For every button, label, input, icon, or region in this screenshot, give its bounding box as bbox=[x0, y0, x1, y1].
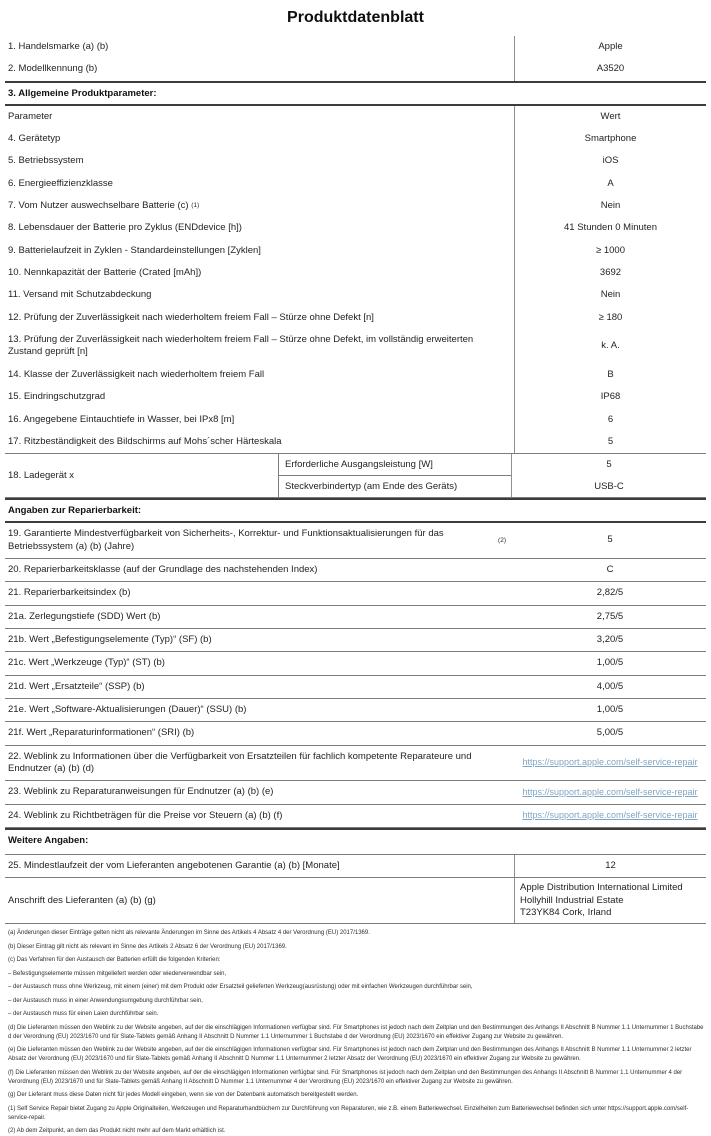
table-row-werkzeuge: 21c. Wert „Werkzeuge (Typ)“ (ST) (b) 1,00/5 bbox=[5, 652, 706, 675]
table-row-reparaturinformationen: 21f. Wert „Reparaturinformationen“ (SRI) (b) 5,00/5 bbox=[5, 722, 706, 745]
footnote: (a) Änderungen dieser Einträge gelten nicht als relevante Änderungen im Sinne des Artikels 4 Absatz 4 der Verordnung (EU) 2017/1369. bbox=[8, 930, 370, 937]
table-header-row bbox=[5, 106, 706, 128]
charger-sub-label-steckverbindertyp: Steckverbindertyp (am Ende des Geräts) bbox=[285, 481, 458, 493]
table-row-reparierbarkeitsindex: 21. Reparierbarkeitsindex (b) 2,82/5 bbox=[5, 582, 706, 605]
table-row-betriebssystem: 5. Betriebssystem iOS bbox=[5, 150, 706, 172]
footnote: (2) Ab dem Zeitpunkt, an dem das Produkt nicht mehr auf dem Markt erhältlich ist. bbox=[8, 1128, 226, 1135]
table-row-energieeffizienzklasse: 6. Energieeffizienzklasse A bbox=[5, 173, 706, 195]
charger-sub-value-watt: 5 bbox=[606, 459, 612, 471]
self-service-repair-link[interactable]: https://support.apple.com/self-service-repair bbox=[522, 757, 698, 768]
self-service-repair-link[interactable]: https://support.apple.com/self-service-repair bbox=[522, 809, 698, 820]
footnote-bullet: – der Austausch muss für einen Laien durchführbar sein. bbox=[8, 1011, 159, 1018]
footnote: (d) Die Lieferanten müssen den Weblink zu der Website angeben, auf der die einschlägigen Informationen verfügbar sind. Für Smartphones ist jedoch nach dem Zeitplan und den Bestimmungen des Anhangs II Abschnitt B Nummer 1.1 Unternummer 1 Buchstabe d der Verordnung (EU) 2023/1670 und für Slate-Tablets gemäß Anhang II Abschnitt D Nummer 1.1 Unternummer 1 Buchstabe d der Verordnung (EU) 2023/1670 ein effektiver Zugang zur Website zu gewähren. bbox=[8, 1024, 704, 1040]
table-row-nennkapazitaet: 10. Nennkapazität der Batterie (Crated [mAh]) 3692 bbox=[5, 262, 706, 284]
footnote-bullet: – Befestigungselemente müssen mitgeliefert werden oder wiederverwendbar sein, bbox=[8, 970, 227, 977]
supplier-address bbox=[514, 878, 706, 923]
table-row-klasse-zuverlaessigkeit: 14. Klasse der Zuverlässigkeit nach wiederholtem freiem Fall B bbox=[5, 364, 706, 386]
supplier-address-line: Hollyhill Industrial Estate bbox=[520, 894, 624, 906]
row-value: A3520 bbox=[514, 58, 706, 80]
table-row-eintauchtiefe: 16. Angegebene Eintauchtiefe in Wasser, bei IPx8 [m] 6 bbox=[5, 409, 706, 431]
supplier-address-line: T23YK84 Cork, Irland bbox=[520, 907, 612, 919]
table-row-anschrift-lieferant: Anschrift des Lieferanten (a) (b) (g) Apple Distribution International Limited Hollyhill Industrial Estate T23YK84 Cork, Irland bbox=[5, 878, 706, 924]
table-row-lebensdauer-batterie: 8. Lebensdauer der Batterie pro Zyklus (ENDdevice [h]) 41 Stunden 0 Minuten bbox=[5, 217, 706, 239]
table-row-geraetetyp: 4. Gerätetyp Smartphone bbox=[5, 128, 706, 150]
table-row-weblink-reparaturanweisungen: 23. Weblink zu Reparaturanweisungen für Endnutzer (a) (b) (e) https://support.apple.com/self-service-repair bbox=[5, 781, 706, 804]
table-row-reparierbarkeitsklasse: 20. Reparierbarkeitsklasse (auf der Grundlage des nachstehenden Index) C bbox=[5, 559, 706, 582]
footnote: (1) Self Service Repair bietet Zugang zu Apple Originalteilen, Werkzeugen und Reparaturhandbüchern zur Durchführung von Reparaturen, wie z.B. einem Batteriewechsel. Einzelheiten zum Batteriewechsel befinden sich unter https://support.apple.com/self-service-repair. bbox=[8, 1105, 689, 1121]
row-label: 2. Modellkennung (b) bbox=[8, 63, 98, 75]
table-row-mindestverfuegbarkeit-updates: 19. Garantierte Mindestverfügbarkeit von Sicherheits-, Korrektur- und Funktionsaktualisierungen für das Betriebssystem (a) (b) (Jahre) (2) 5 bbox=[5, 523, 706, 559]
footnote-bullet: – der Austausch muss ohne Werkzeug, mit einem (einer) mit dem Produkt oder Ersatzteil gelieferten Werkzeug(ausrüstung) oder mit einfachen Werkzeugen durchführbar sein, bbox=[8, 984, 473, 991]
supplier-address-line: Apple Distribution International Limited bbox=[520, 882, 683, 894]
table-row-freier-fall-erweitert: 13. Prüfung der Zuverlässigkeit nach wiederholtem freiem Fall – Stürze ohne Defekt, im vollständig erweiterten Zustand geprüft [n] k. A. bbox=[5, 329, 706, 364]
page-title: Produktdatenblatt bbox=[287, 9, 424, 26]
section-header-weitere-angaben: Weitere Angaben: bbox=[5, 828, 706, 855]
table-row-handelsmarke bbox=[5, 36, 706, 58]
table-row-ladegeraet bbox=[5, 453, 706, 498]
section-header-reparierbarkeit: Angaben zur Reparierbarkeit: bbox=[5, 498, 706, 523]
row-value: Apple bbox=[514, 36, 706, 58]
table-row-schutzabdeckung: 11. Versand mit Schutzabdeckung Nein bbox=[5, 284, 706, 306]
table-row-modellkennung bbox=[5, 58, 706, 80]
column-header-wert: Wert bbox=[514, 106, 706, 128]
table-row-weblink-ersatzteile: 22. Weblink zu Informationen über die Verfügbarkeit von Ersatzteilen für fachlich kompetente Reparateure und Endnutzer (a) (b) (d) https://support.apple.com/self-service-repair bbox=[5, 746, 706, 782]
charger-sub-label-ausgangsleistung: Erforderliche Ausgangsleistung [W] bbox=[279, 454, 511, 476]
footnote: (f) Die Lieferanten müssen den Weblink zu der Website angeben, auf der die einschlägigen Informationen verfügbar sind. Für Smartphones ist jedoch nach dem Zeitplan und den Bestimmungen des Anhangs II Abschnitt B Nummer 1.1 Unternummer 4 der Verordnung (EU) 2023/1670 und für Slate-Tablets gemäß Anhang II Abschnitt D Nummer 1.1 Unternummer 4 der Verordnung (EU) 2023/1670 ein effektiver Zugang zur Website zu gewähren. bbox=[8, 1069, 683, 1085]
table-row-weblink-richtbetraege: 24. Weblink zu Richtbeträgen für die Preise vor Steuern (a) (b) (f) https://support.apple.com/self-service-repair bbox=[5, 805, 706, 828]
table-row-zerlegungstiefe: 21a. Zerlegungstiefe (SDD) Wert (b) 2,75/5 bbox=[5, 606, 706, 629]
charger-sub-value-connector: USB-C bbox=[594, 480, 624, 492]
table-row-batterielaufzeit-zyklen: 9. Batterielaufzeit in Zyklen - Standardeinstellungen [Zyklen] ≥ 1000 bbox=[5, 240, 706, 262]
column-header-parameter: Parameter bbox=[8, 110, 53, 122]
footnote: (c) Das Verfahren für den Austausch der Batterien erfüllt die folgenden Kriterien: bbox=[8, 957, 221, 964]
table-row-ritzbestaendigkeit: 17. Ritzbeständigkeit des Bildschirms auf Mohs´scher Härteskala 5 bbox=[5, 431, 706, 453]
footnote-bullet: – der Austausch muss in einer Anwendungsumgebung durchführbar sein, bbox=[8, 997, 203, 1004]
table-row-freier-fall: 12. Prüfung der Zuverlässigkeit nach wiederholtem freiem Fall – Stürze ohne Defekt [n] ≥ 180 bbox=[5, 307, 706, 329]
footnote: (e) Die Lieferanten müssen den Weblink zu der Website angeben, auf der die einschlägigen Informationen verfügbar sind. Für Smartphones ist jedoch nach dem Zeitplan und den Bestimmungen des Anhangs II Abschnitt B Nummer 1.1 Unternummer 2 letzter Absatz der Verordnung (EU) 2023/1670 und für Slate-Tablets gemäß Anhang II Abschnitt D Nummer 1.1 Unternummer 2 letzter Absatz der Verordnung (EU) 2023/1670 ein effektiver Zugang zur Website zu gewähren. bbox=[8, 1047, 692, 1063]
section-header-allgemeine-produktparameter: 3. Allgemeine Produktparameter: bbox=[5, 81, 706, 106]
footnote: (b) Dieser Eintrag gilt nicht als relevant im Sinne des Artikels 2 Absatz 6 der Verordnung (EU) 2017/1369. bbox=[8, 943, 287, 950]
table-row-ersatzteile: 21d. Wert „Ersatzteile“ (SSP) (b) 4,00/5 bbox=[5, 676, 706, 699]
row-label: 1. Handelsmarke (a) (b) bbox=[8, 41, 109, 52]
table-row-auswechselbare-batterie: 7. Vom Nutzer auswechselbare Batterie (c) (1) Nein bbox=[5, 195, 706, 217]
table-row-software-aktualisierungen: 21e. Wert „Software-Aktualisierungen (Dauer)“ (SSU) (b) 1,00/5 bbox=[5, 699, 706, 722]
table-row-garantie: 25. Mindestlaufzeit der vom Lieferanten angebotenen Garantie (a) (b) [Monate] 12 bbox=[5, 855, 706, 878]
table-row-eindringschutzgrad: 15. Eindringschutzgrad IP68 bbox=[5, 386, 706, 408]
footnote: (g) Der Lieferant muss diese Daten nicht für jedes Modell eingeben, wenn sie von der Datenbank automatisch bereitgestellt werden. bbox=[8, 1092, 359, 1099]
footnotes-block bbox=[5, 924, 706, 1136]
table-row-befestigungselemente: 21b. Wert „Befestigungselemente (Typ)“ (SF) (b) 3,20/5 bbox=[5, 629, 706, 652]
self-service-repair-link[interactable]: https://support.apple.com/self-service-repair bbox=[522, 786, 698, 797]
row-label: 18. Ladegerät x bbox=[8, 470, 75, 482]
